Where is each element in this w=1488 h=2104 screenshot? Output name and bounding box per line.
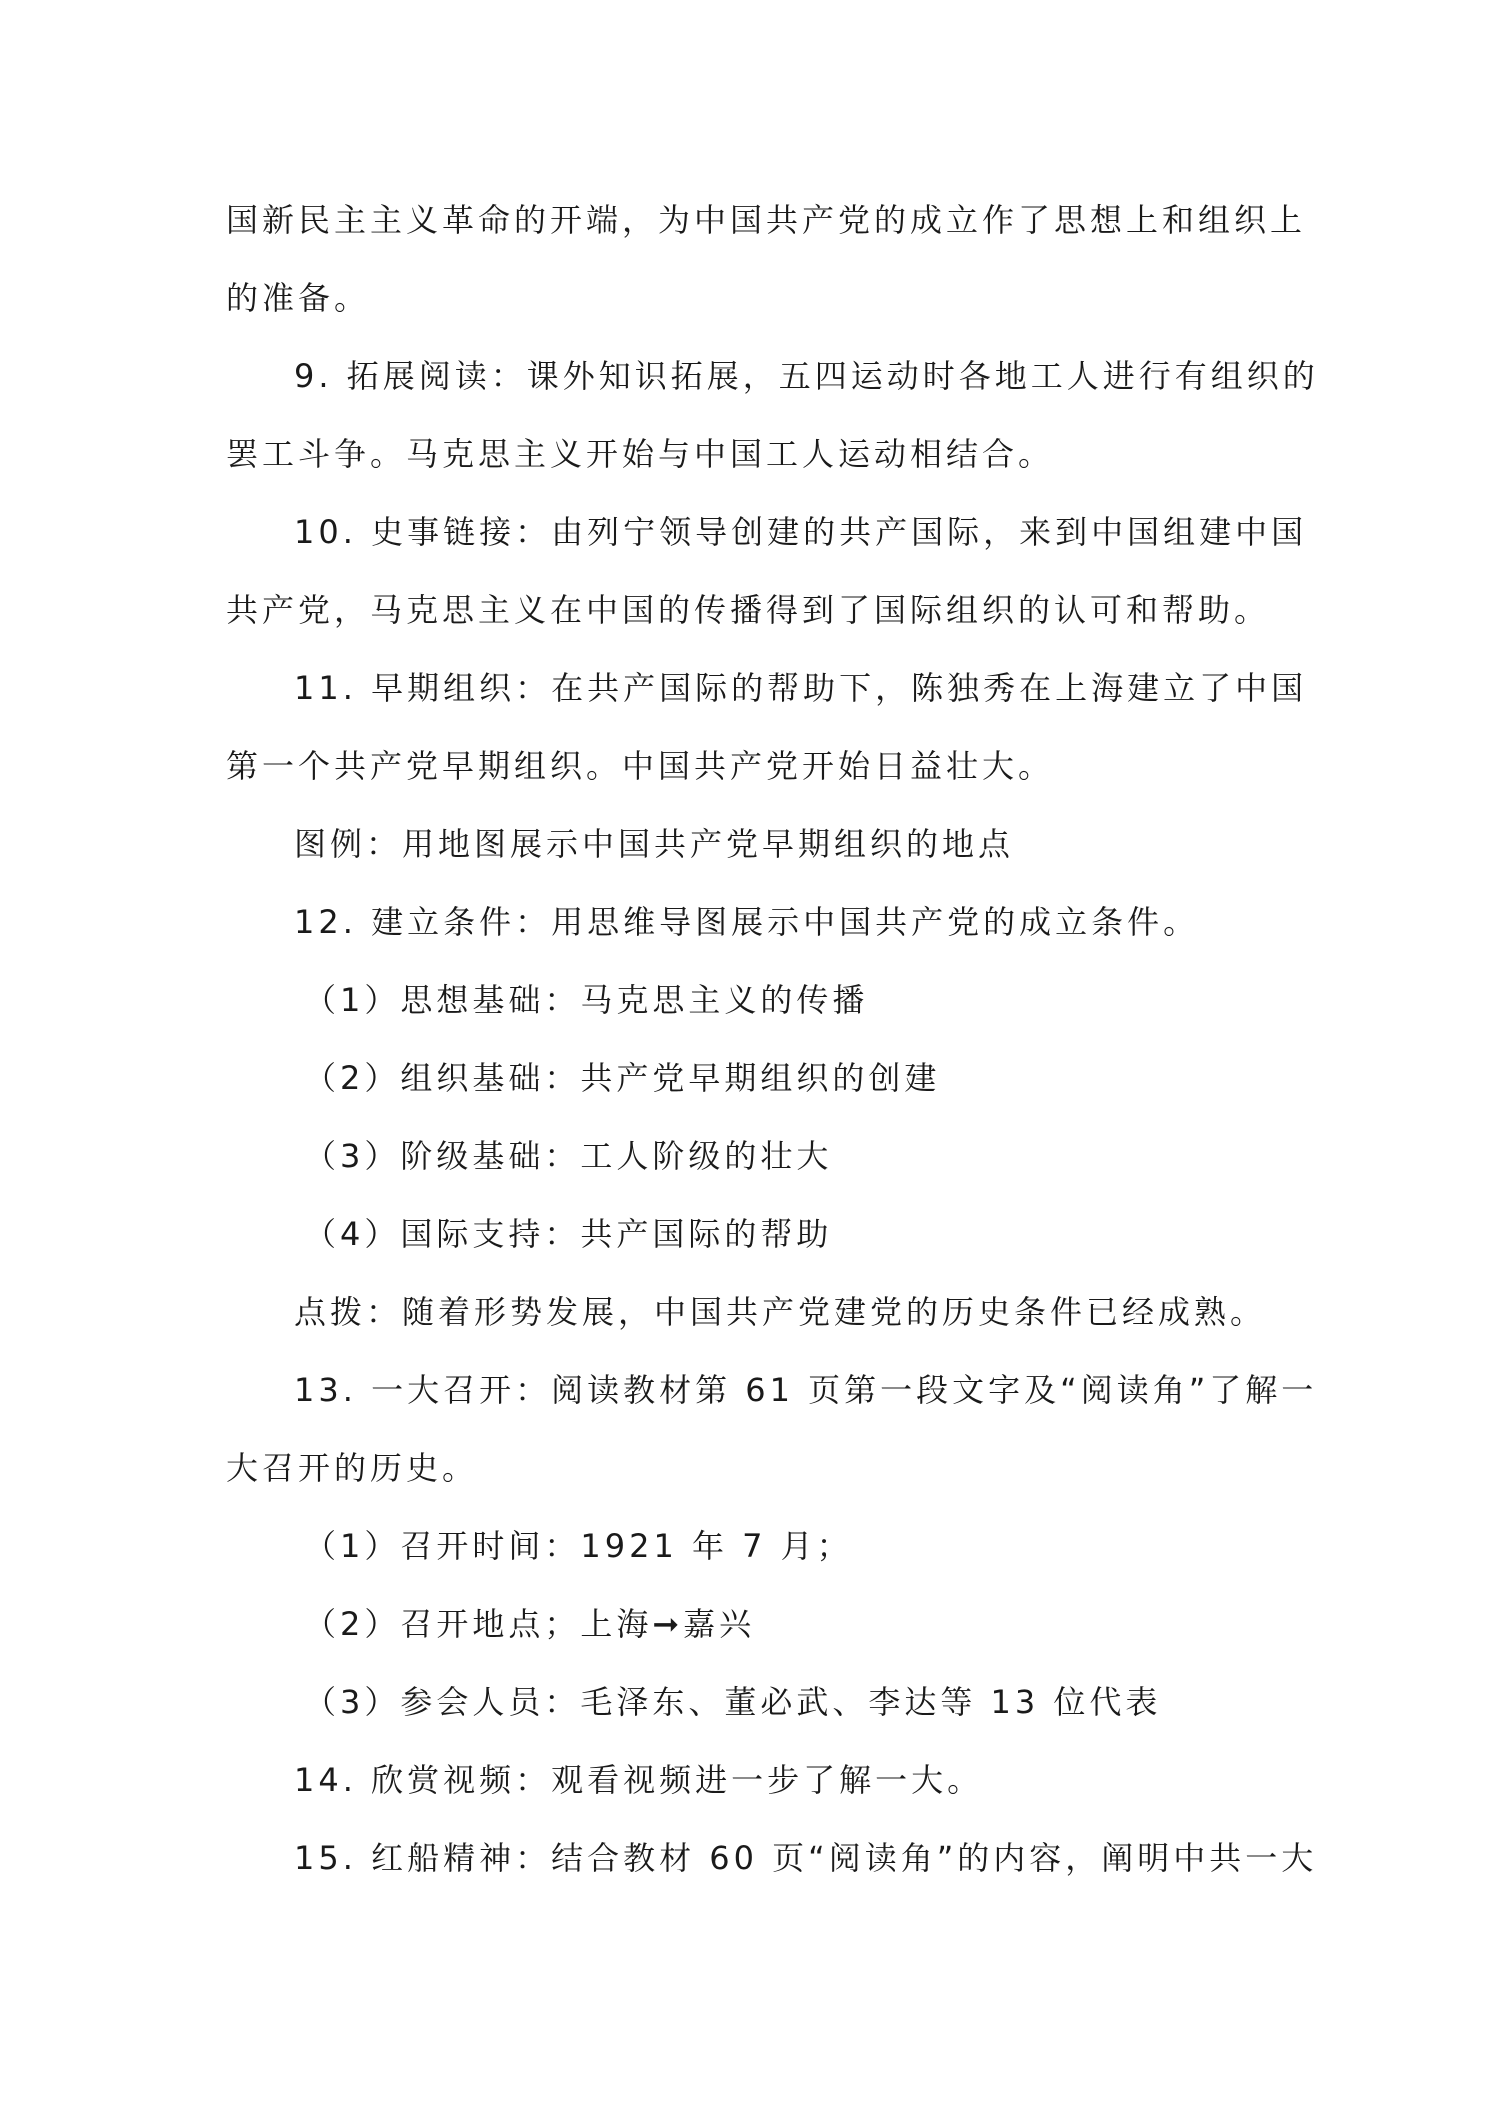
legend-note: 图例：用地图展示中国共产党早期组织的地点 (294, 825, 1015, 863)
paragraph-14: 14. 欣赏视频：观看视频进一步了解一大。 (294, 1761, 984, 1799)
list-item: （1）思想基础：马克思主义的传播 (304, 981, 869, 1019)
list-item: （3）参会人员：毛泽东、董必武、李达等 13 位代表 (304, 1683, 1162, 1721)
text-line: 罢工斗争。马克思主义开始与中国工人运动相结合。 (226, 435, 1055, 473)
text-line: 大召开的历史。 (226, 1449, 479, 1487)
list-item: （2）组织基础：共产党早期组织的创建 (304, 1059, 941, 1097)
text-line: 第一个共产党早期组织。中国共产党开始日益壮大。 (226, 747, 1055, 785)
paragraph-9: 9. 拓展阅读：课外知识拓展，五四运动时各地工人进行有组织的 (294, 357, 1319, 395)
paragraph-10: 10. 史事链接：由列宁领导创建的共产国际，来到中国组建中国 (294, 513, 1308, 551)
list-item: （2）召开地点；上海➞嘉兴 (304, 1605, 756, 1643)
paragraph-15: 15. 红船精神：结合教材 60 页“阅读角”的内容，阐明中共一大 (294, 1839, 1318, 1877)
list-item: （3）阶级基础：工人阶级的壮大 (304, 1137, 833, 1175)
tip-note: 点拨：随着形势发展，中国共产党建党的历史条件已经成熟。 (294, 1293, 1267, 1331)
text-line: 共产党，马克思主义在中国的传播得到了国际组织的认可和帮助。 (226, 591, 1271, 629)
list-item: （4）国际支持：共产国际的帮助 (304, 1215, 833, 1253)
list-item: （1）召开时间：1921 年 7 月； (304, 1527, 853, 1565)
paragraph-13: 13. 一大召开：阅读教材第 61 页第一段文字及“阅读角”了解一 (294, 1371, 1318, 1409)
text-line: 国新民主主义革命的开端，为中国共产党的成立作了思想上和组织上 (226, 201, 1307, 239)
paragraph-11: 11. 早期组织：在共产国际的帮助下，陈独秀在上海建立了中国 (294, 669, 1308, 707)
paragraph-12: 12. 建立条件：用思维导图展示中国共产党的成立条件。 (294, 903, 1200, 941)
text-line: 的准备。 (226, 279, 371, 317)
